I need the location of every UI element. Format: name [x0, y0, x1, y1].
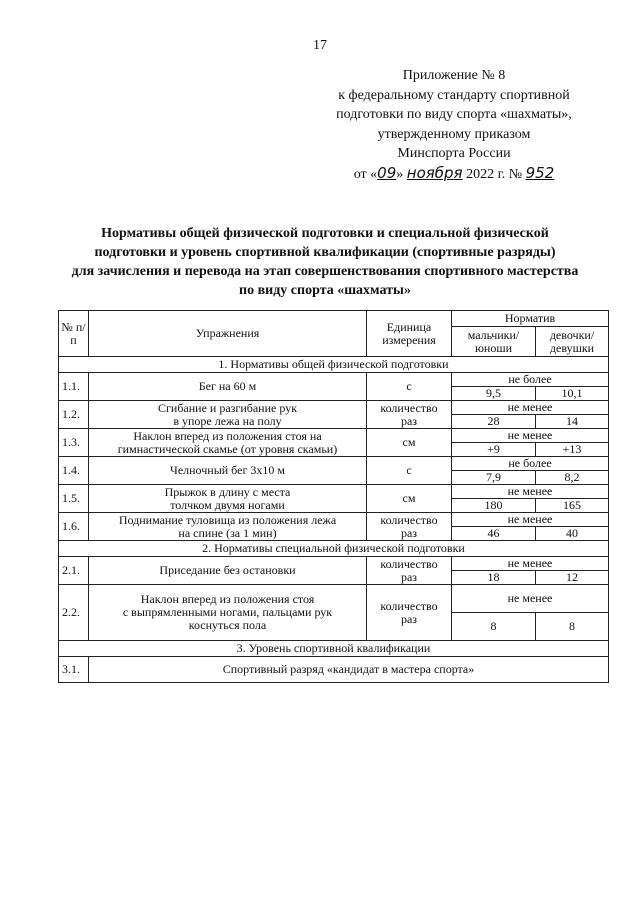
unit-line: количество: [380, 556, 438, 571]
order-year: 2022 г. №: [466, 166, 523, 182]
value-boys: +9: [452, 443, 536, 457]
row-condition: не более: [452, 457, 609, 471]
header-girls: девочки/ девушки: [536, 327, 609, 357]
header-unit: Единица измерения: [367, 311, 452, 357]
row-number: 1.5.: [59, 485, 89, 513]
exercise-line: Поднимание туловища из положения лежа: [118, 512, 337, 527]
row-unit: [367, 513, 452, 541]
row-condition: не менее: [452, 585, 609, 613]
exercise-line: Приседание без остановки: [159, 563, 296, 577]
unit-line: количество: [380, 512, 438, 527]
appendix-title: Приложение № 8: [402, 68, 506, 83]
row-exercise: [89, 373, 367, 401]
order-month: ноября: [406, 163, 463, 182]
unit-line: раз: [400, 569, 418, 584]
row-exercise: [89, 429, 367, 457]
row-exercise: [89, 557, 367, 585]
row-unit: [367, 557, 452, 585]
exercise-line: толчком двумя ногами: [170, 497, 285, 512]
appendix-line: Минспорта России: [397, 146, 511, 161]
row-number: 1.6.: [59, 513, 89, 541]
row-number: 1.4.: [59, 457, 89, 485]
row-number: 1.2.: [59, 401, 89, 429]
norms-table: [58, 310, 609, 683]
value-girls: +13: [536, 443, 609, 457]
exercise-line: Наклон вперед из положения стоя на: [133, 428, 322, 443]
header-norm: Норматив: [452, 311, 609, 327]
row-number: 2.2.: [59, 585, 89, 641]
table-row: [59, 373, 609, 387]
section-header-row: [59, 541, 609, 557]
table-row: [59, 457, 609, 471]
document-title: [40, 224, 610, 300]
row-exercise: [89, 513, 367, 541]
exercise-line: в упоре лежа на полу: [173, 413, 282, 428]
row-condition: не более: [452, 373, 609, 387]
unit-line: см: [402, 435, 416, 449]
value-girls: 12: [536, 571, 609, 585]
unit-line: с: [406, 463, 412, 477]
exercise-line: Прыжок в длину с места: [164, 484, 291, 499]
exercise-line: Челночный бег 3x10 м: [170, 463, 285, 477]
header-exercise: Упражнения: [89, 311, 367, 357]
row-number: 1.3.: [59, 429, 89, 457]
row-number: 1.1.: [59, 373, 89, 401]
header-num: № п/п: [59, 311, 89, 357]
title-line: подготовки и уровень спортивной квалификации (спортивные разряды): [94, 245, 556, 260]
row-condition: не менее: [452, 513, 609, 527]
row-condition: не менее: [452, 557, 609, 571]
value-boys: 9,5: [452, 387, 536, 401]
table-row: [59, 485, 609, 499]
appendix-line: подготовки по виду спорта «шахматы»,: [336, 107, 572, 122]
unit-line: количество: [380, 400, 438, 415]
exercise-line: с выпрямленными ногами, пальцами рук: [122, 605, 333, 619]
row-exercise: [89, 401, 367, 429]
table-row: [59, 513, 609, 527]
unit-line: раз: [400, 611, 418, 626]
value-girls: 10,1: [536, 387, 609, 401]
header-boys: мальчики/ юноши: [452, 327, 536, 357]
appendix-line: к федеральному стандарту спортивной: [338, 87, 570, 103]
value-girls: 14: [536, 415, 609, 429]
value-boys: 18: [452, 571, 536, 585]
order-mid: »: [396, 166, 404, 182]
unit-line: раз: [400, 525, 418, 540]
table-row: [59, 401, 609, 415]
unit-line: см: [402, 491, 416, 505]
unit-line: раз: [400, 413, 418, 428]
exercise-line: Бег на 60 м: [198, 379, 257, 393]
row-unit: [367, 373, 452, 401]
row-unit: [367, 401, 452, 429]
appendix-line: утвержденному приказом: [377, 126, 531, 142]
unit-line: с: [406, 379, 412, 393]
row-merged-text: Спортивный разряд «кандидат в мастера спорта»: [89, 657, 609, 683]
exercise-line: коснуться пола: [188, 618, 267, 632]
section-header-row: [59, 357, 609, 373]
row-condition: не менее: [452, 401, 609, 415]
page-number: 17: [313, 38, 327, 53]
value-girls: 165: [536, 499, 609, 513]
exercise-line: Сгибание и разгибание рук: [157, 400, 298, 415]
row-exercise: [89, 457, 367, 485]
table-body: [59, 357, 609, 683]
row-condition: не менее: [452, 429, 609, 443]
value-girls: 8: [536, 613, 609, 641]
table-row: [59, 585, 609, 613]
value-boys: 28: [452, 415, 536, 429]
row-exercise: [89, 585, 367, 641]
table-row: [59, 429, 609, 443]
value-boys: 180: [452, 499, 536, 513]
value-girls: 8,2: [536, 471, 609, 485]
appendix-block: [304, 66, 604, 184]
section-title: 3. Уровень спортивной квалификации: [59, 641, 609, 657]
value-boys: 8: [452, 613, 536, 641]
table-row: [59, 557, 609, 571]
value-girls: 40: [536, 527, 609, 541]
row-unit: [367, 585, 452, 641]
title-line: Нормативы общей физической подготовки и специальной физической: [101, 226, 549, 241]
row-number: 2.1.: [59, 557, 89, 585]
title-line: по виду спорта «шахматы»: [239, 283, 411, 298]
title-line: для зачисления и перевода на этап совершенствования спортивного мастерства: [71, 264, 579, 279]
exercise-line: Наклон вперед из положения стоя: [140, 592, 315, 606]
section-header-row: [59, 641, 609, 657]
exercise-line: гимнастической скамье (от уровня скамьи): [117, 441, 338, 456]
order-day: 09: [377, 163, 397, 182]
row-condition: не менее: [452, 485, 609, 499]
exercise-line: на спине (за 1 мин): [178, 525, 277, 540]
row-unit: [367, 485, 452, 513]
section-title: 2. Нормативы специальной физической подготовки: [59, 541, 609, 557]
unit-line: количество: [380, 598, 438, 613]
order-prefix: от «: [353, 166, 378, 182]
row-unit: [367, 429, 452, 457]
row-exercise: [89, 485, 367, 513]
table-row: [59, 657, 609, 683]
order-date-line: [304, 164, 604, 185]
row-unit: [367, 457, 452, 485]
row-number: 3.1.: [59, 657, 89, 683]
section-title: 1. Нормативы общей физической подготовки: [59, 357, 609, 373]
order-number: 952: [525, 163, 555, 182]
value-boys: 46: [452, 527, 536, 541]
value-boys: 7,9: [452, 471, 536, 485]
